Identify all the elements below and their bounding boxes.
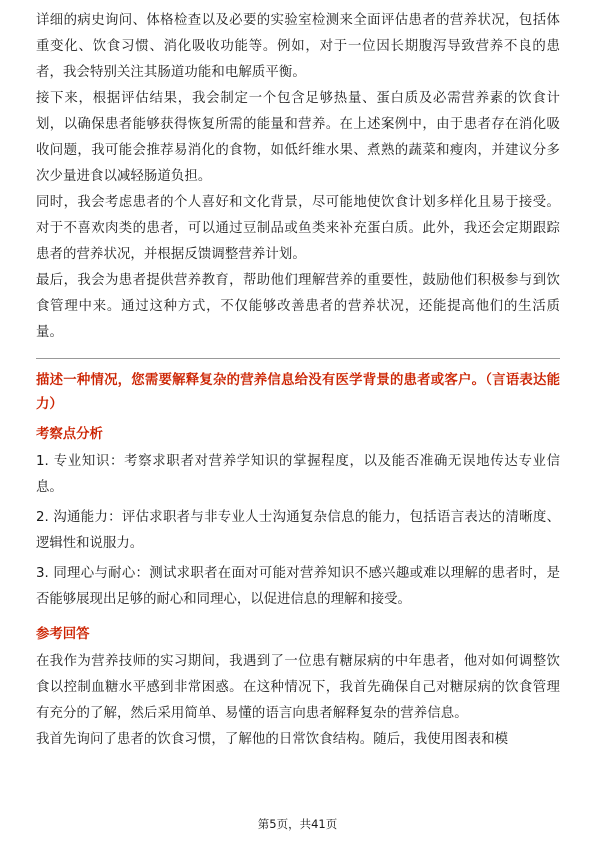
body-paragraph-4: 最后，我会为患者提供营养教育，帮助他们理解营养的重要性，鼓励他们积极参与到饮食管理中来。通过这种方式，不仅能够改善患者的营养状况，还能提高他们的生活质量。 xyxy=(36,273,560,340)
answer-paragraph-1: 在我作为营养技师的实习期间，我遇到了一位患有糖尿病的中年患者，他对如何调整饮食以控制血糖水平感到非常困惑。在这种情况下，我首先确保自己对糖尿病的饮食管理有充分的了解，然后采用简单、易懂的语言向患者解释复杂的营养信息。 xyxy=(36,654,560,721)
body-paragraph-3: 同时，我会考虑患者的个人喜好和文化背景，尽可能地使饮食计划多样化且易于接受。对于不喜欢肉类的患者，可以通过豆制品或鱼类来补充蛋白质。此外，我还会定期跟踪患者的营养状况，并根据反馈调整营养计划。 xyxy=(36,195,560,262)
analysis-item-1: 1. 专业知识：考察求职者对营养学知识的掌握程度，以及能否准确无误地传达专业信息。 xyxy=(36,454,560,495)
analysis-heading: 考察点分析 xyxy=(36,427,103,442)
section-divider xyxy=(36,358,560,359)
body-paragraph-1: 详细的病史询问、体格检查以及必要的实验室检测来全面评估患者的营养状况，包括体重变化、饮食习惯、消化吸收功能等。例如，对于一位因长期腹泻导致营养不良的患者，我会特别关注其肠道功能和电解质平衡。 xyxy=(36,13,560,80)
interview-question: 描述一种情况，您需要解释复杂的营养信息给没有医学背景的患者或客户。（言语表达能力） xyxy=(36,373,560,412)
answer-paragraph-2: 我首先询问了患者的饮食习惯，了解他的日常饮食结构。随后，我使用图表和模 xyxy=(36,732,509,747)
answer-heading: 参考回答 xyxy=(36,627,90,642)
analysis-item-2: 2. 沟通能力：评估求职者与非专业人士沟通复杂信息的能力，包括语言表达的清晰度、逻辑性和说服力。 xyxy=(36,510,560,551)
body-paragraph-2: 接下来，根据评估结果，我会制定一个包含足够热量、蛋白质及必需营养素的饮食计划，以确保患者能够获得恢复所需的能量和营养。在上述案例中，由于患者存在消化吸收问题，我可能会推荐易消化的食物，如低纤维水果、煮熟的蔬菜和瘦肉，并建议分多次少量进食以减轻肠道负担。 xyxy=(36,91,560,184)
page-number-footer: 第5页，共41页 xyxy=(257,817,338,831)
analysis-item-3: 3. 同理心与耐心：测试求职者在面对可能对营养知识不感兴趣或难以理解的患者时，是否能够展现出足够的耐心和同理心，以促进信息的理解和接受。 xyxy=(36,566,560,607)
page-content xyxy=(36,8,560,753)
